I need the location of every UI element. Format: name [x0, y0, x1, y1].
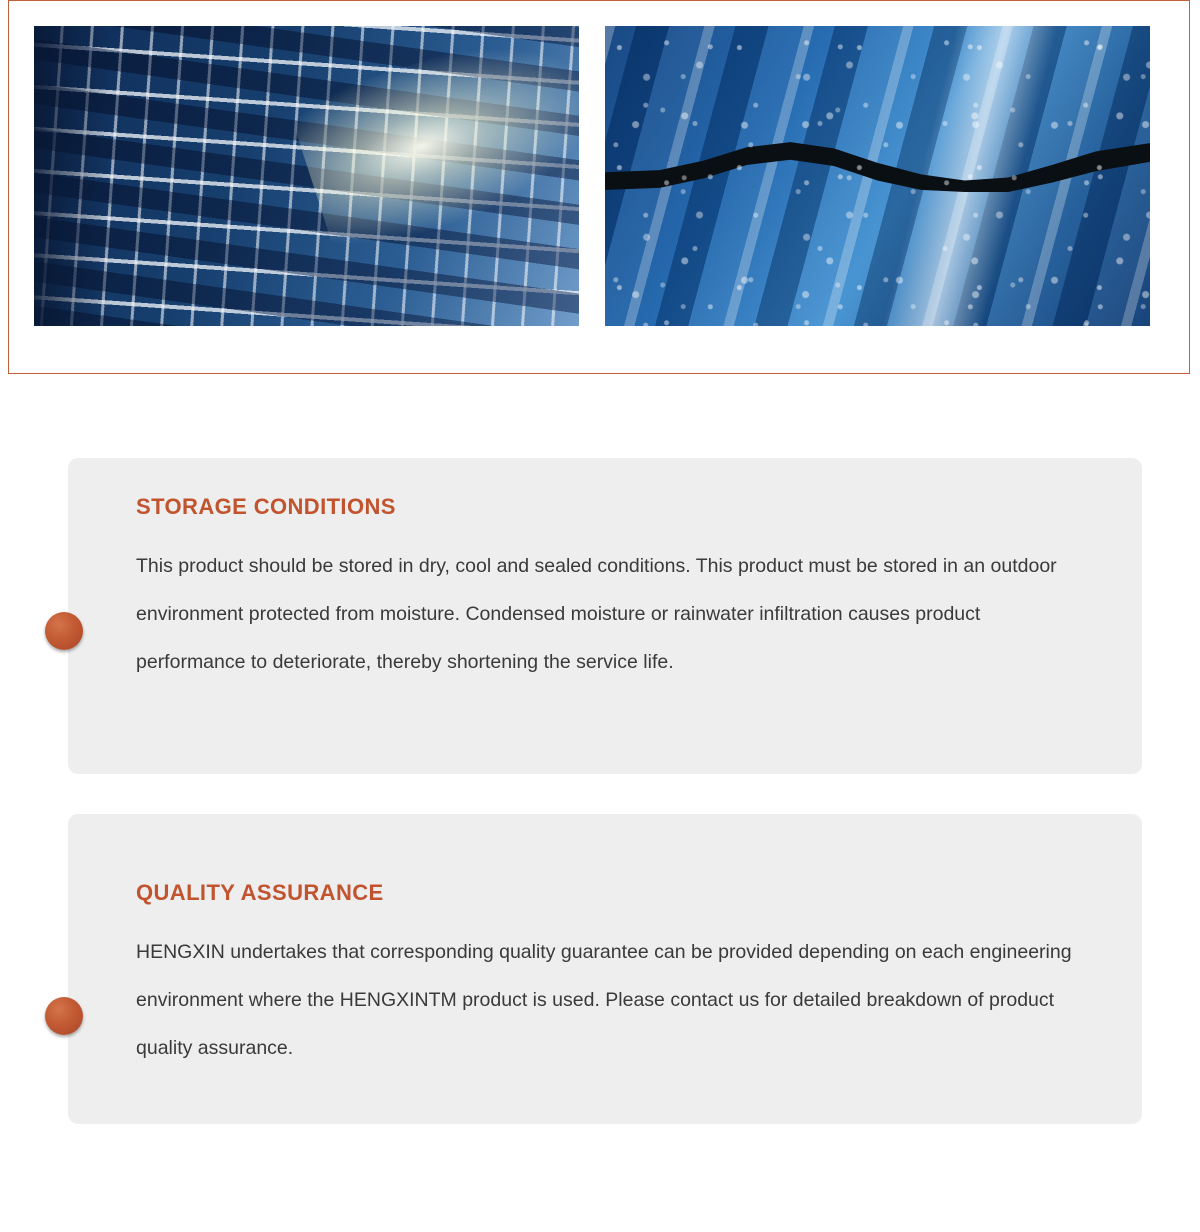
card-body: HENGXIN undertakes that corresponding quality guarantee can be provided depending on each engineering environment where the HENGXINTM product is used. Please contact us for detailed breakdown of product quality assurance. [136, 941, 1072, 1059]
card-wrap-quality [0, 814, 1200, 1124]
card-wrap-storage [0, 458, 1200, 774]
bullet-icon [45, 997, 83, 1035]
tower-shadow-edge [34, 26, 110, 326]
card-quality-assurance [68, 814, 1142, 1124]
water-droplets [605, 26, 1150, 326]
card-title: STORAGE CONDITIONS [136, 494, 396, 519]
gallery-row [9, 1, 1189, 351]
photo-skyscraper [34, 26, 579, 326]
bullet-icon [45, 612, 83, 650]
photo-wet-roof [605, 26, 1150, 326]
product-application-gallery [8, 0, 1190, 374]
card-storage-conditions [68, 458, 1142, 774]
card-title: QUALITY ASSURANCE [136, 880, 384, 905]
card-body: This product should be stored in dry, cool and sealed conditions. This product must be stored in an outdoor environment protected from moisture. Condensed moisture or rainwater infiltration causes product performance to deteriorate, thereby shortening the service life. [136, 555, 1057, 673]
info-card-list [0, 458, 1200, 1164]
